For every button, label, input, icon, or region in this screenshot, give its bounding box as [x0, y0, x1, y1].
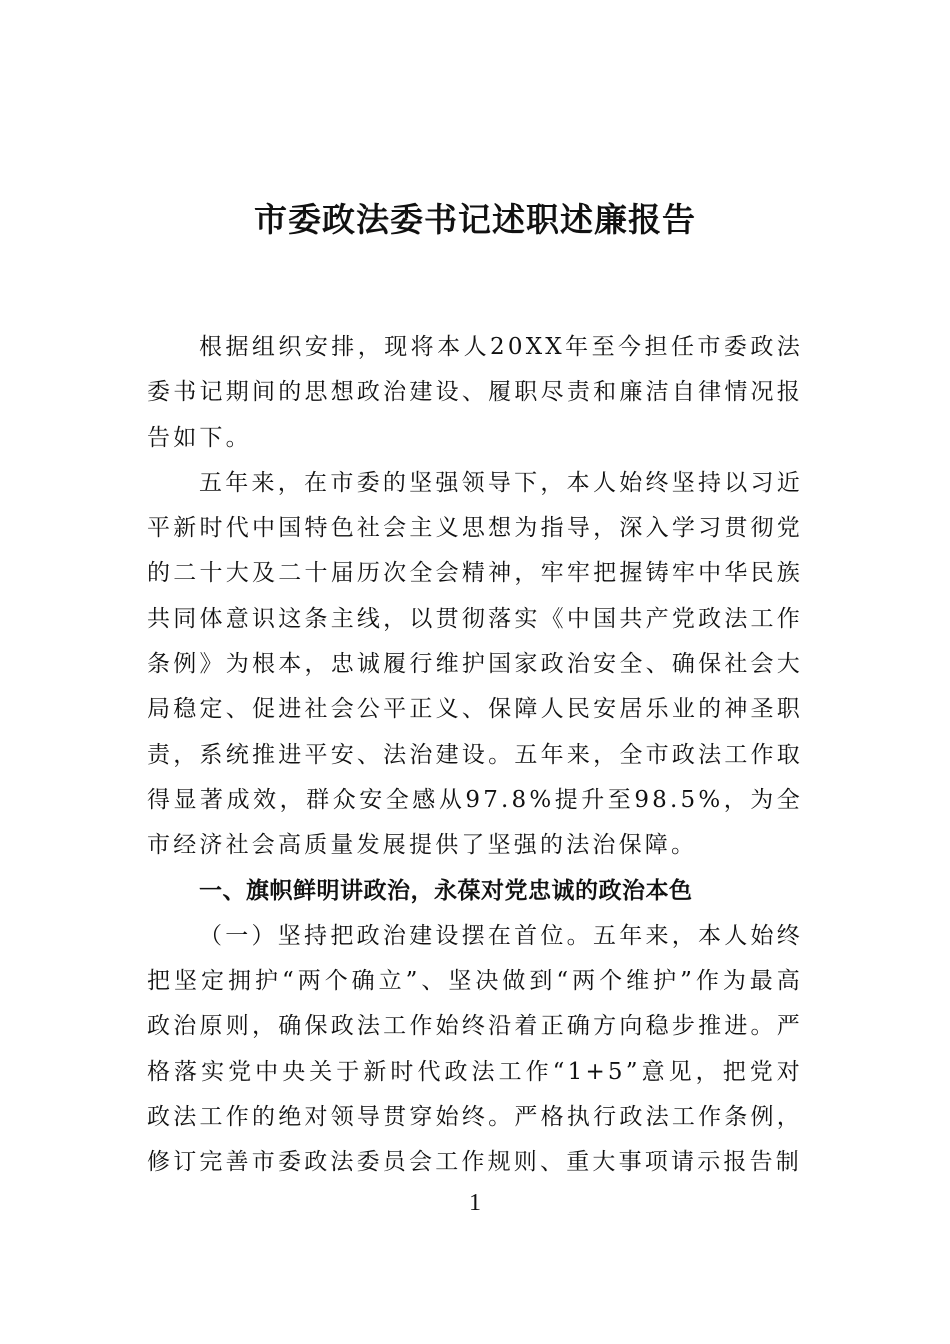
page-number: 1 — [469, 1190, 481, 1216]
document-title: 市委政法委书记述职述廉报告 — [254, 200, 696, 239]
document-body — [147, 325, 803, 1186]
overview-paragraph: 五年来，在市委的坚强领导下，本人始终坚持以习近平新时代中国特色社会主义思想为指导，深入学习贯彻党的二十大及二十届历次全会精神，牢牢把握铸牢中华民族共同体意识这条主线，以贯彻落实《中国共产党政法工作条例》为根本，忠诚履行维护国家政治安全、确保社会大局稳定、促进社会公平正义、保障人民安居乐业的神圣职责，系统推进平安、法治建设。五年来，全市政法工作取得显著成效，群众安全感从97.8%提升至98.5%，为全市经济社会高质量发展提供了坚强的法治保障。 — [147, 469, 803, 859]
subsection-paragraph: （一）坚持把政治建设摆在首位。五年来，本人始终把坚定拥护“两个确立”、坚决做到“两个维护”作为最高政治原则，确保政法工作始终沿着正确方向稳步推进。严格落实党中央关于新时代政法工作“1+5”意见，把党对政法工作的绝对领导贯穿始终。严格执行政法工作条例，修订完善市委政法委员会工作规则、重大事项请示报告制 — [147, 922, 803, 1176]
intro-paragraph: 根据组织安排，现将本人20XX年至今担任市委政法委书记期间的思想政治建设、履职尽责和廉洁自律情况报告如下。 — [147, 334, 803, 451]
section-heading: 一、旗帜鲜明讲政治，永葆对党忠诚的政治本色 — [199, 877, 693, 904]
